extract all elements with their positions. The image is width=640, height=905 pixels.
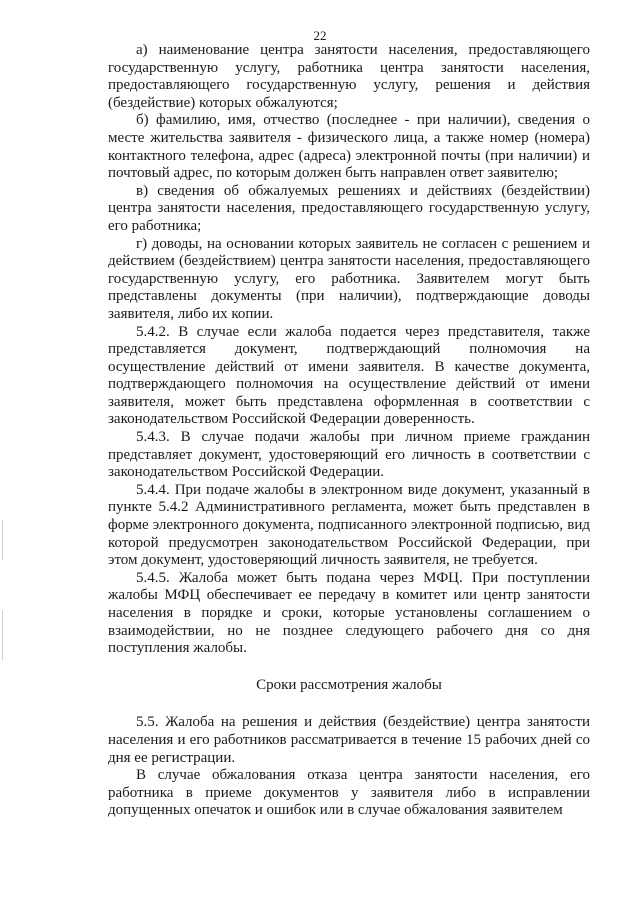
scan-edge-mark [2, 520, 3, 560]
document-body [108, 42, 590, 820]
paragraph-appeal-refusal: В случае обжалования отказа центра занятости населения, его работника в приеме документов у заявителя либо в исправлении допущенных опечаток и ошибок или в случае обжалования заявителем [108, 767, 590, 819]
paragraph-5-4-4: 5.4.4. При подаче жалобы в электронном виде документ, указанный в пункте 5.4.2 Административного регламента, может быть представлен в форме электронного документа, подписанного электронной подписью, вид которой предусмотрен законодательством Российской Федерации, при этом документ, удостоверяющий личность заявителя, не требуется. [108, 481, 590, 569]
paragraph-item-v: в) сведения об обжалуемых решениях и действиях (бездействии) центра занятости населения, предоставляющего государственную услугу, его работника; [108, 182, 590, 234]
paragraph-5-4-5: 5.4.5. Жалоба может быть подана через МФЦ. При поступлении жалобы МФЦ обеспечивает ее передачу в комитет или центр занятости населения в порядке и сроки, которые установлены соглашением о взаимодействии, но не позднее следующего рабочего дня со дня поступления жалобы. [108, 569, 590, 657]
paragraph-item-b: б) фамилию, имя, отчество (последнее - при наличии), сведения о месте жительства заявителя - физического лица, а также номер (номера) контактного телефона, адрес (адреса) электронной почты (при наличии) и почтовый адрес, по которым должен быть направлен ответ заявителю; [108, 112, 590, 182]
paragraph-item-g: г) доводы, на основании которых заявитель не согласен с решением и действием (бездействием) центра занятости населения, предоставляющего государственную услугу, его работника. Заявителем могут быть представлены документы (при наличии), подтверждающие доводы заявителя, либо их копии. [108, 235, 590, 322]
paragraph-5-5: 5.5. Жалоба на решения и действия (бездействие) центра занятости населения и его работников рассматривается в течение 15 рабочих дней со дня ее регистрации. [108, 714, 590, 766]
page-number: 22 [313, 28, 327, 43]
paragraph-item-a: а) наименование центра занятости населения, предоставляющего государственную услугу, работника центра занятости населения, предоставляющего государственную услугу, решения и действия (бездействие) которых обжалуются; [108, 42, 590, 111]
paragraph-5-4-2: 5.4.2. В случае если жалоба подается через представителя, также представляется документ, подтверждающий полномочия на осуществление действий от имени заявителя. В качестве документа, подтверждающего полномочия на осуществление действий от имени заявителя, может быть представлена оформленная в соответствии с законодательством Российской Федерации доверенность. [108, 323, 590, 428]
paragraph-5-4-3: 5.4.3. В случае подачи жалобы при личном приеме гражданин представляет документ, удостоверяющий его личность в соответствии с законодательством Российской Федерации. [108, 429, 590, 481]
scan-edge-mark [2, 610, 3, 660]
section-heading: Сроки рассмотрения жалобы [256, 676, 442, 693]
